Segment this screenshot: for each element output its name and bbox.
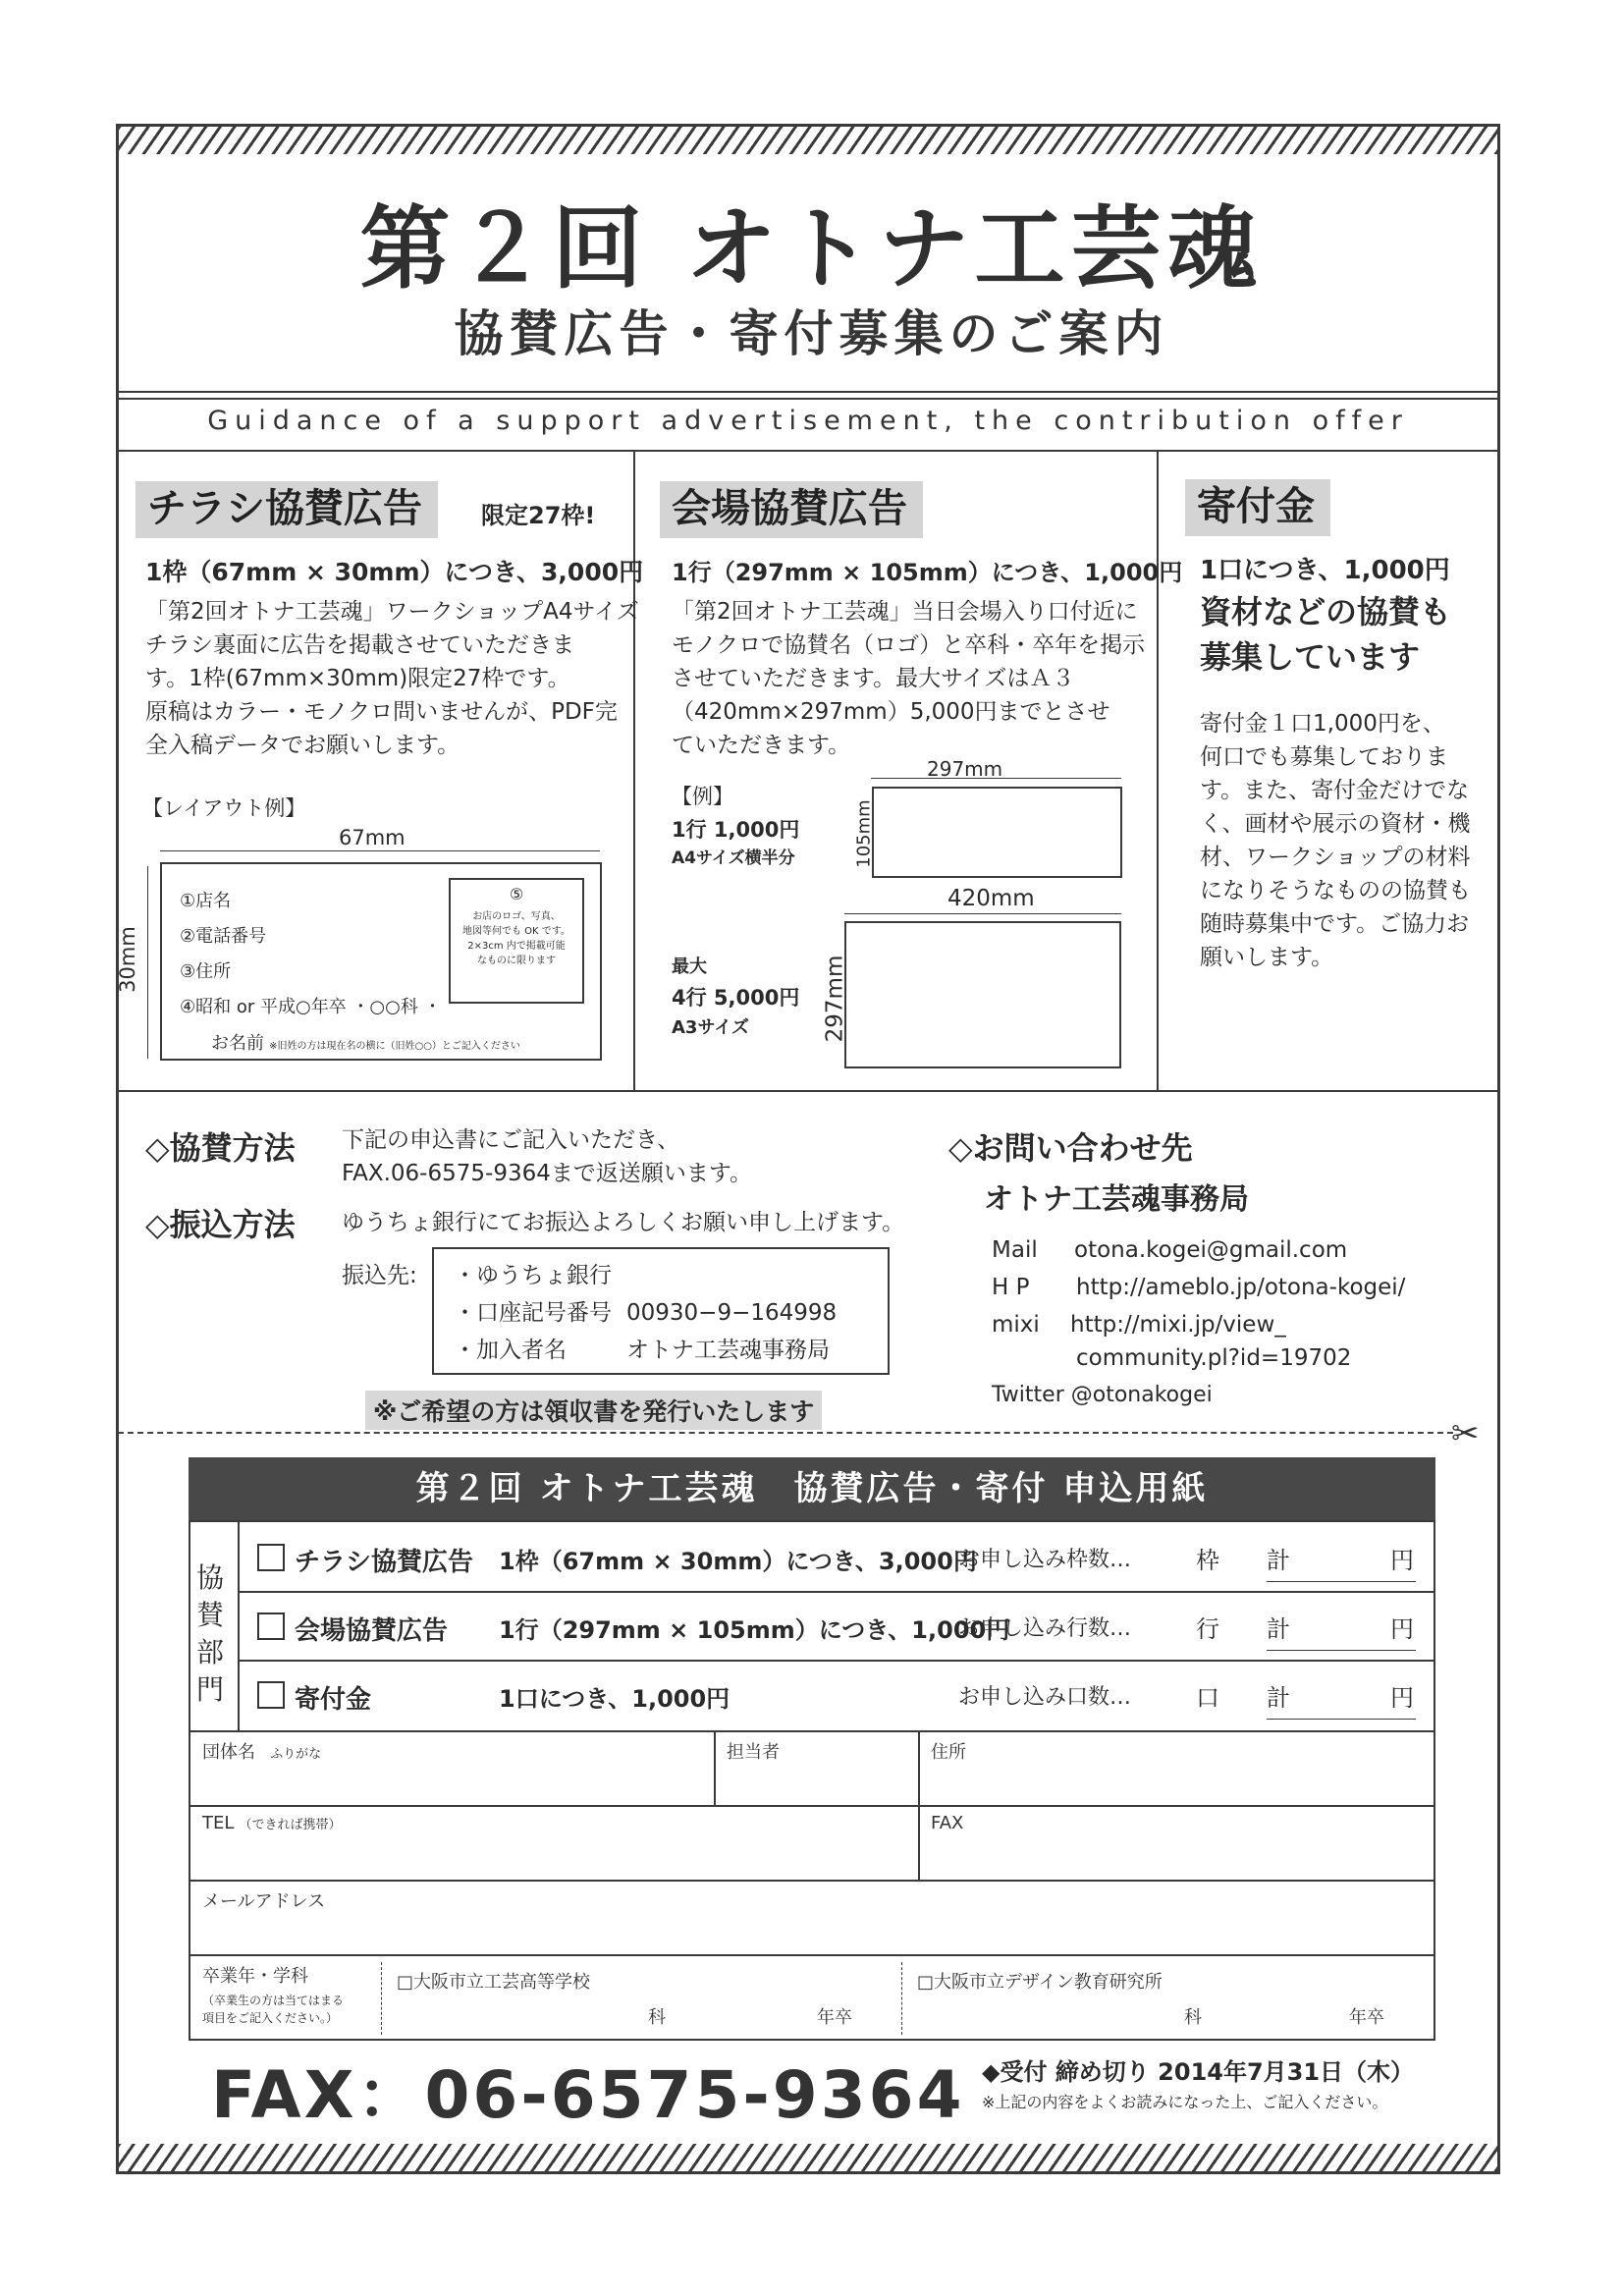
form-divider bbox=[240, 1591, 1435, 1593]
transfer-label: ◇振込方法 bbox=[145, 1206, 296, 1243]
receipt-note: ※ご希望の方は領収書を発行いたします bbox=[365, 1391, 822, 1430]
form-divider bbox=[918, 1805, 920, 1880]
address-field[interactable]: 住所 bbox=[931, 1742, 966, 1763]
venue-total-field[interactable] bbox=[1267, 1650, 1416, 1651]
dimension-line bbox=[147, 866, 148, 1059]
account-number: 00930−9−164998 bbox=[626, 1300, 838, 1326]
divider bbox=[119, 1090, 1497, 1092]
footer-note: ※上記の内容をよくお読みになった上、ご記入ください。 bbox=[982, 2093, 1388, 2111]
form-divider bbox=[901, 1962, 902, 2035]
person-field[interactable]: 担当者 bbox=[727, 1742, 780, 1763]
deadline: ◆受付 締め切り 2014年7月31日（木） bbox=[982, 2058, 1415, 2086]
form-divider bbox=[189, 1805, 1435, 1807]
flyer-limit: 限定27枠! bbox=[481, 502, 596, 529]
flyer-description: 「第2回オトナ工芸魂」ワークショップA4サイズ チラシ裏面に広告を掲載させていただきま す。1枠(67mm×30mm)限定27枠です。 原稿はカラー・モノクロ問いませんが、PDF完 全入稿データでお願いします。 bbox=[145, 599, 639, 758]
fax-field[interactable]: FAX bbox=[931, 1813, 964, 1833]
transfer-text: ゆうちょ銀行にてお振込よろしくお願い申し上げます。 bbox=[342, 1210, 905, 1235]
flyer-price: 1枠（67mm × 30mm）につき、3,000円 bbox=[145, 558, 644, 586]
form-divider bbox=[189, 1880, 1435, 1882]
venue-checkbox[interactable] bbox=[257, 1613, 285, 1644]
tel-field[interactable]: TEL （できれば携帯） bbox=[202, 1813, 342, 1833]
form-divider bbox=[240, 1660, 1435, 1662]
ex2-box bbox=[844, 921, 1121, 1068]
transfer-dest-label: 振込先: bbox=[342, 1263, 417, 1288]
contact-mixi-link[interactable]: http://mixi.jp/view_ community.pl?id=19702 bbox=[1070, 1312, 1352, 1371]
contact-hp-link[interactable]: http://ameblo.jp/otona-kogei/ bbox=[1076, 1275, 1406, 1300]
method-text: 下記の申込書にご記入いただき、 FAX.06-6575-9364まで返送願います。 bbox=[342, 1127, 753, 1186]
donation-bold-text: 資材などの協賛も 募集しています bbox=[1200, 593, 1452, 676]
grad-label: 卒業年・学科 （卒業生の方は当てはまる 項目をご記入ください。） bbox=[202, 1966, 345, 2025]
layout-label: 【レイアウト例】 bbox=[142, 796, 306, 820]
ex1-height-label: 105mm bbox=[853, 799, 875, 868]
donation-heading: 寄付金 bbox=[1185, 479, 1330, 536]
donation-checkbox[interactable] bbox=[257, 1681, 285, 1713]
form-title: 第２回 オトナ工芸魂 協賛広告・寄付 申込用紙 bbox=[189, 1457, 1435, 1520]
flyer-checkbox[interactable] bbox=[257, 1544, 285, 1575]
donation-total-field[interactable] bbox=[1267, 1719, 1416, 1720]
contact-label: ◇お問い合わせ先 bbox=[948, 1129, 1193, 1167]
application-form bbox=[189, 1520, 1435, 2041]
logo-placeholder: ⑤ お店のロゴ、写真、 地図等何でも OK です。 2×3cm 内で掲載可能 なものに限ります bbox=[449, 878, 584, 1004]
dimension-line bbox=[871, 778, 1121, 779]
fax-number: FAX：06-6575-9364 bbox=[211, 2057, 965, 2133]
ex2-width-label: 420mm bbox=[947, 886, 1035, 911]
form-divider bbox=[238, 1520, 240, 1730]
venue-heading: 会場協賛広告 bbox=[660, 481, 923, 538]
ex1-box bbox=[872, 787, 1122, 878]
school2-checkbox[interactable]: □大阪市立デザイン教育研究所 bbox=[917, 1972, 1163, 1993]
org-name-field[interactable]: 団体名 ふりがな bbox=[202, 1742, 322, 1763]
ex1-width-label: 297mm bbox=[927, 757, 1003, 781]
divider bbox=[119, 450, 1497, 452]
venue-price: 1行（297mm × 105mm）につき、1,000円 bbox=[672, 559, 1183, 586]
contact-twitter: Twitter @otonakogei bbox=[992, 1383, 1213, 1407]
method-label: ◇協賛方法 bbox=[145, 1129, 296, 1167]
form-divider bbox=[381, 1962, 382, 2035]
page-title: 第２回 オトナ工芸魂 bbox=[359, 196, 1264, 301]
bottom-hatch-border bbox=[119, 2144, 1497, 2171]
transfer-box: ・ゆうちょ銀行 ・口座記号番号 00930−9−164998 ・加入者名 オトナ工芸魂事務局 bbox=[432, 1247, 890, 1375]
divider bbox=[119, 398, 1497, 400]
guidance-text: Guidance of a support advertisement, the contribution offer bbox=[207, 406, 1409, 436]
ex2-height-label: 297mm bbox=[822, 955, 848, 1043]
email-field[interactable]: メールアドレス bbox=[202, 1891, 326, 1912]
donation-description: 寄付金１口1,000円を、 何口でも募集しておりま す。また、寄付金だけでな く、画材や展示の資材・機 材、ワークショップの材料 になりそうなものの協賛も 随時募集中です。ご協力お 願いします。 bbox=[1200, 711, 1471, 970]
flyer-heading: チラシ協賛広告 bbox=[135, 481, 438, 538]
form-divider bbox=[189, 1730, 1435, 1732]
layout-example-box: ①店名 ②電話番号 ③住所 ④昭和 or 平成○年卒 ・○○科 ・ お名前 ※旧姓の方は現在名の横に（旧姓○○）とご記入ください ⑤ お店のロゴ、写真、 地図等何でも OK です。 2×3cm 内で掲載可能 なものに限ります bbox=[160, 862, 602, 1061]
layout-width-label: 67mm bbox=[339, 826, 406, 849]
column-divider bbox=[633, 452, 635, 1090]
column-divider bbox=[1157, 452, 1159, 1090]
divider bbox=[119, 391, 1497, 393]
donation-price: 1口につき、1,000円 bbox=[1200, 556, 1450, 585]
form-divider bbox=[714, 1730, 716, 1805]
dimension-line bbox=[160, 850, 600, 851]
school1-checkbox[interactable]: □大阪市立工芸高等学校 bbox=[397, 1972, 591, 1993]
contact-email[interactable]: otona.kogei@gmail.com bbox=[1074, 1237, 1348, 1263]
form-side-label: 協 賛 部 門 bbox=[196, 1561, 225, 1706]
venue-example-2: 最大 4行 5,000円 A3サイズ bbox=[672, 957, 800, 1038]
form-divider bbox=[918, 1730, 920, 1805]
flyer-total-field[interactable] bbox=[1267, 1581, 1416, 1582]
venue-example-label: 【例】 bbox=[672, 785, 733, 808]
form-divider bbox=[189, 1954, 1435, 1956]
scissors-icon: ✂ bbox=[1451, 1414, 1480, 1453]
cut-line bbox=[118, 1432, 1453, 1434]
contact-org: オトナ工芸魂事務局 bbox=[984, 1182, 1249, 1217]
top-hatch-border bbox=[119, 127, 1497, 154]
venue-example-1: 1行 1,000円 A4サイズ横半分 bbox=[672, 818, 800, 868]
page-subtitle: 協賛広告・寄付募集のご案内 bbox=[454, 305, 1169, 362]
dimension-line bbox=[844, 913, 1121, 914]
venue-description: 「第2回オトナ工芸魂」当日会場入り口付近に モノクロで協賛名（ロゴ）と卒科・卒年を掲示 させていただきます。最大サイズはＡ３ （420mm×297mm）5,000円までとさせ ていただきます。 bbox=[672, 599, 1146, 758]
layout-height-label: 30mm bbox=[115, 926, 139, 993]
